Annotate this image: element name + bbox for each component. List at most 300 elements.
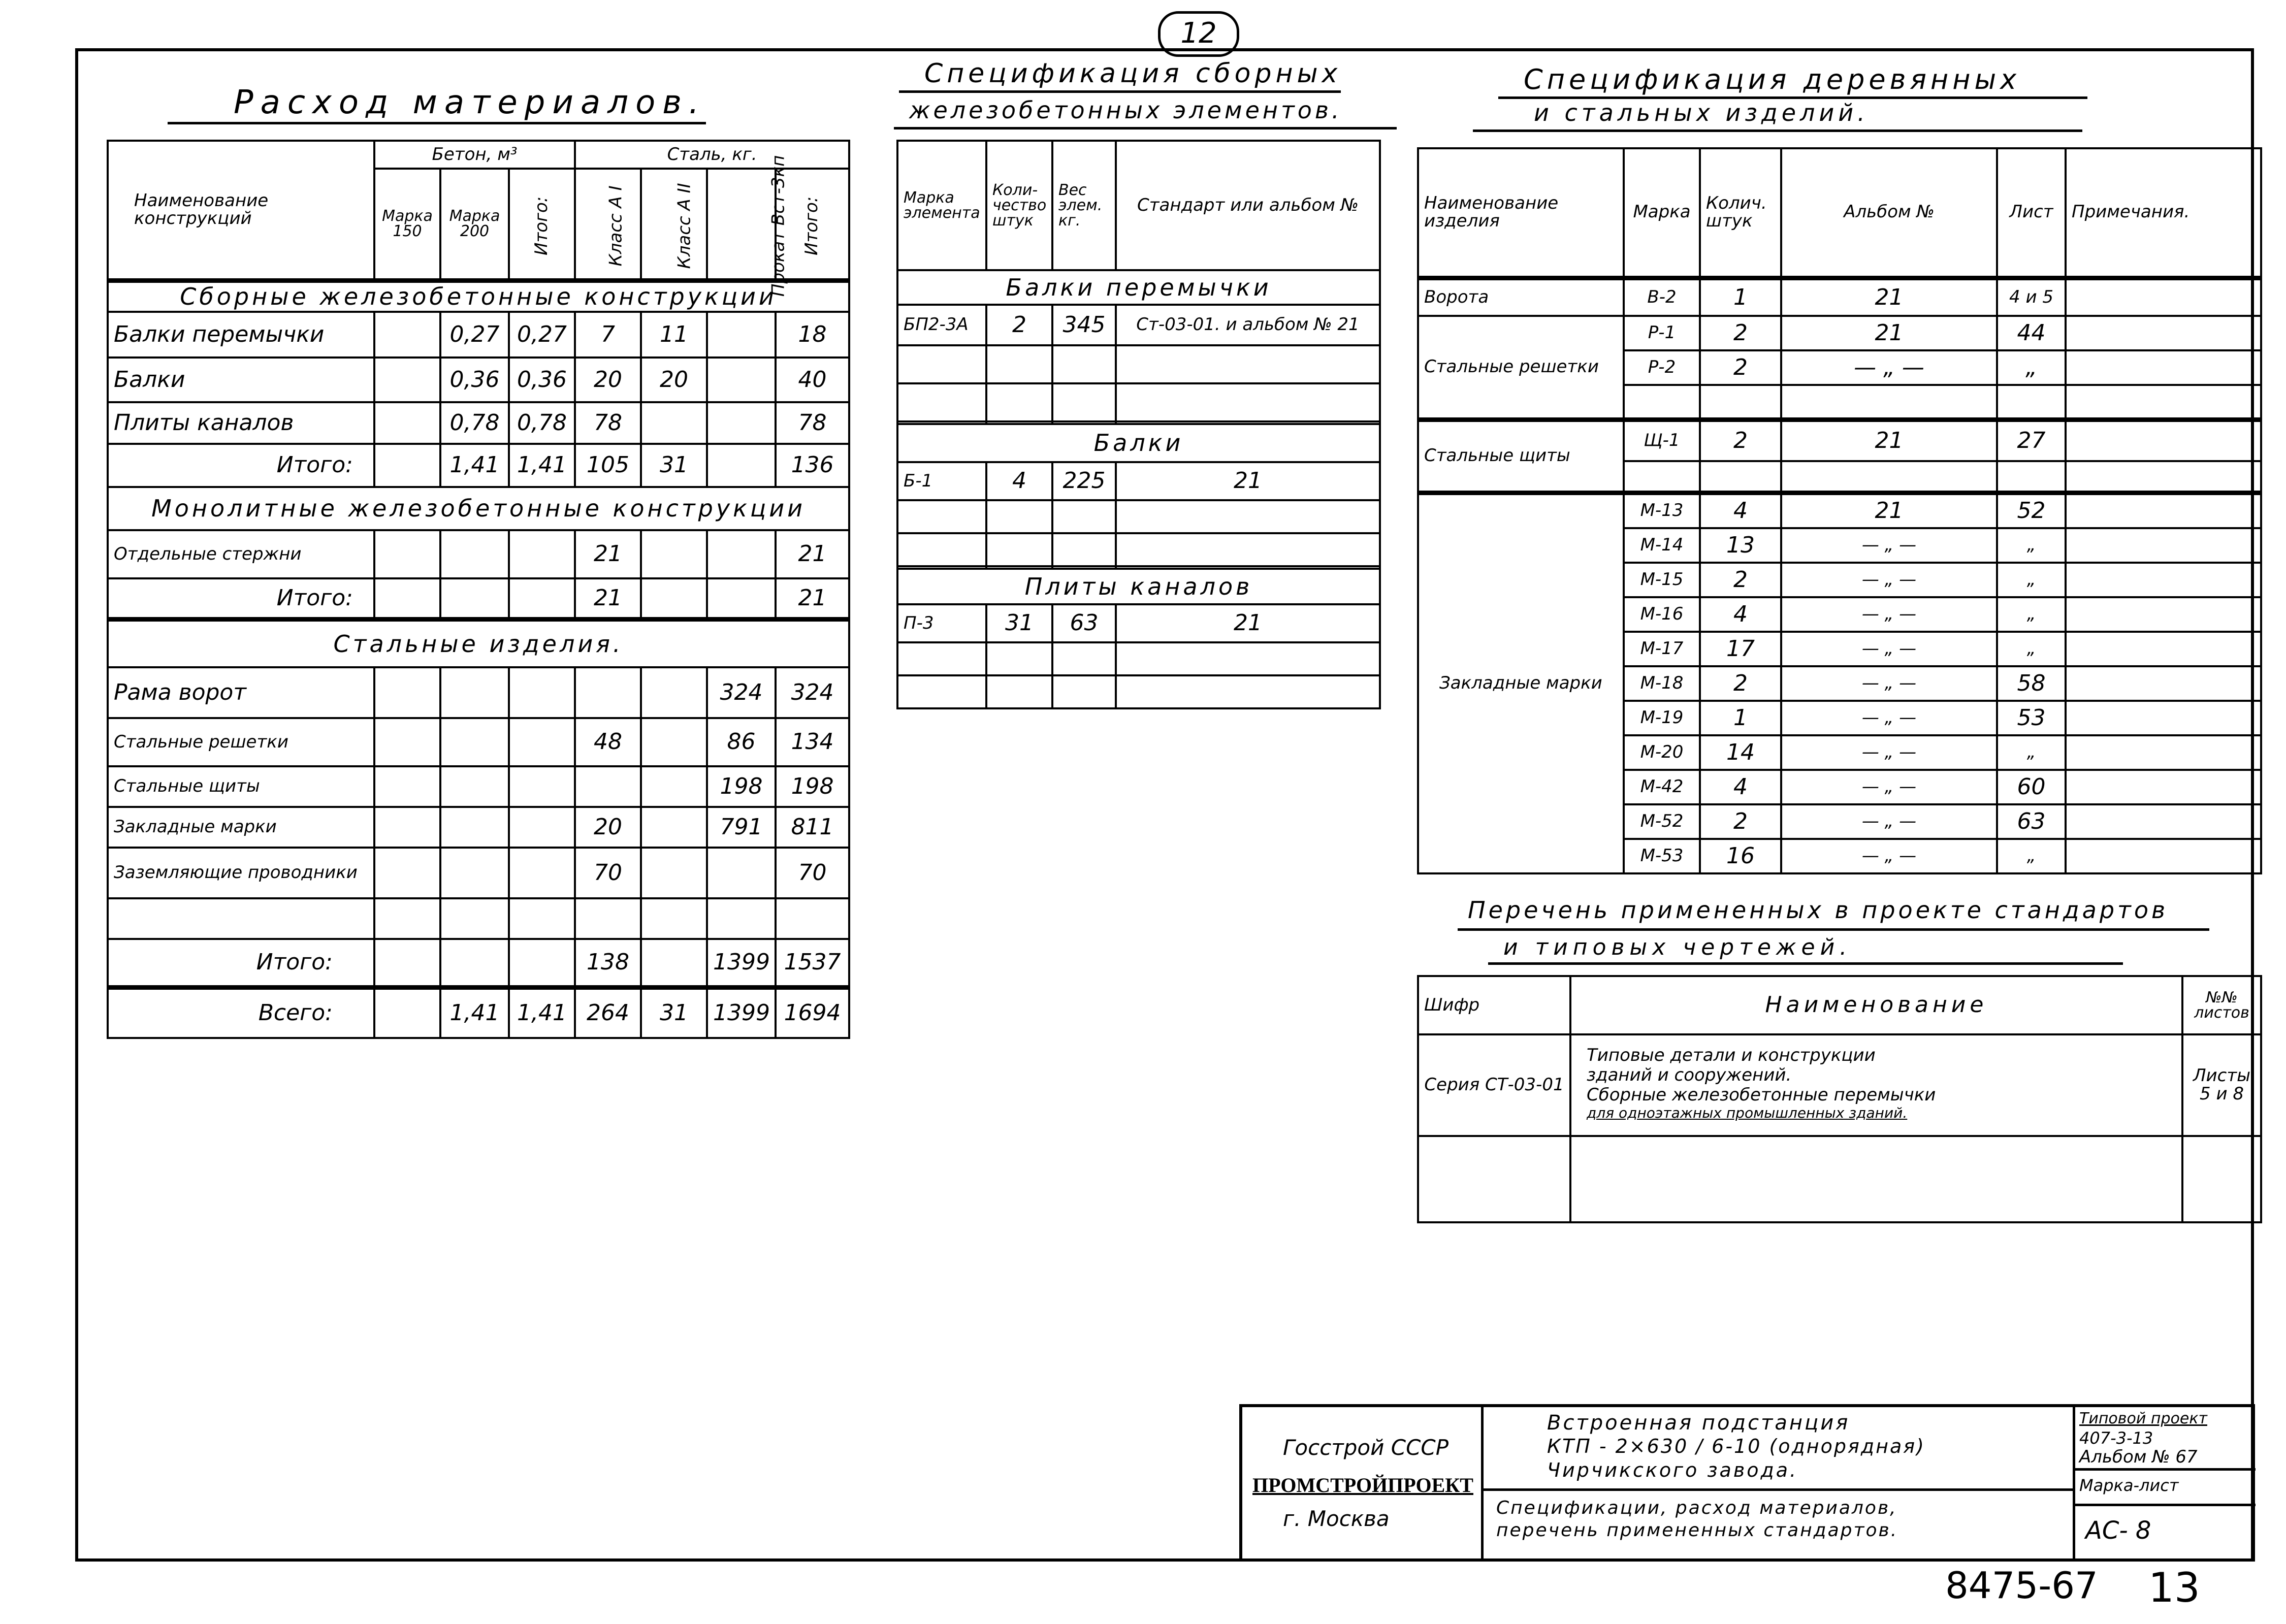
standard-code: Серия СТ-03-01 — [1418, 1034, 1570, 1136]
sheet-title-line-2: перечень примененных стандартов. — [1496, 1520, 1898, 1541]
row-name: Заземляющие проводники — [108, 848, 374, 898]
cell — [509, 807, 575, 848]
org-line-1: Госстрой СССР — [1283, 1435, 1449, 1460]
cell — [2066, 316, 2261, 350]
cell — [374, 848, 440, 898]
cell — [374, 402, 440, 444]
cell — [575, 766, 641, 807]
cell: 1 — [1700, 701, 1781, 735]
cell — [2066, 839, 2261, 873]
cell: 21 — [1781, 316, 1997, 350]
cell: 1537 — [776, 939, 849, 987]
cell: — „ — — [1781, 350, 1997, 385]
cell: 27 — [1997, 419, 2066, 461]
cell — [374, 530, 440, 578]
cell — [1997, 461, 2066, 493]
cell: 14 — [1700, 735, 1781, 770]
cell — [374, 667, 440, 718]
cell — [374, 358, 440, 402]
cell — [2066, 461, 2261, 493]
cell: 2 — [1700, 804, 1781, 839]
precast-title-2: железобетонных элементов. — [909, 96, 1342, 124]
cell: 63 — [1052, 604, 1116, 642]
cell — [897, 345, 986, 383]
col-steel-a2: Класс A II — [641, 169, 707, 280]
cell: 78 — [575, 402, 641, 444]
cell — [509, 530, 575, 578]
cell — [1116, 383, 1380, 421]
cell: 21 — [1116, 604, 1380, 642]
cell: 63 — [1997, 804, 2066, 839]
cell — [575, 667, 641, 718]
cell: М-53 — [1624, 839, 1700, 873]
cell: 60 — [1997, 770, 2066, 804]
cell — [641, 898, 707, 939]
cell — [1116, 500, 1380, 533]
cell: 0,27 — [509, 312, 575, 358]
cell: 345 — [1052, 305, 1116, 345]
cell: 105 — [575, 444, 641, 487]
cell — [2066, 770, 2261, 804]
group-title: Балки — [897, 424, 1380, 462]
row-name: Балки — [108, 358, 374, 402]
cell: М-15 — [1624, 563, 1700, 597]
cell: В-2 — [1624, 278, 1700, 316]
col-standard: Стандарт или альбом № — [1116, 141, 1380, 270]
footer-page-number: 13 — [2148, 1564, 2200, 1611]
cell: 2 — [1700, 419, 1781, 461]
cell — [641, 530, 707, 578]
standard-name-line: для одноэтажных промышленных зданий. — [1587, 1105, 1908, 1122]
cell — [776, 898, 849, 939]
cell: 1399 — [707, 939, 776, 987]
cell — [1570, 1136, 2182, 1222]
cell: 791 — [707, 807, 776, 848]
row-name: Стальные решетки — [108, 718, 374, 766]
cell — [1997, 385, 2066, 419]
cell — [641, 848, 707, 898]
cell — [1052, 675, 1116, 708]
cell: „ — [1997, 839, 2066, 873]
cell — [1700, 385, 1781, 419]
project-line-2: КТП - 2×630 / 6-10 (однорядная) — [1547, 1435, 1925, 1457]
cell: — „ — — [1781, 770, 1997, 804]
cell — [374, 807, 440, 848]
cell — [1116, 642, 1380, 675]
row-name: Итого: — [108, 578, 374, 619]
cell: 7 — [575, 312, 641, 358]
cell — [374, 312, 440, 358]
cell: 136 — [776, 444, 849, 487]
col-concrete-200: Марка 200 — [440, 169, 509, 280]
cell — [374, 578, 440, 619]
cell: 21 — [1781, 278, 1997, 316]
row-name: Отдельные стержни — [108, 530, 374, 578]
cell — [509, 939, 575, 987]
cell: 0,78 — [440, 402, 509, 444]
cell — [986, 383, 1052, 421]
cell — [986, 675, 1052, 708]
cell: Р-2 — [1624, 350, 1700, 385]
materials-header-name: Наименование конструкций — [108, 141, 374, 280]
cell — [1052, 642, 1116, 675]
cell: 20 — [641, 358, 707, 402]
cell: 21 — [1116, 462, 1380, 500]
cell: 198 — [776, 766, 849, 807]
precast-spec-table — [896, 140, 1381, 709]
cell: 264 — [575, 987, 641, 1038]
cell — [1624, 461, 1700, 493]
cell — [2066, 563, 2261, 597]
cell — [897, 533, 986, 566]
cell: „ — [1997, 563, 2066, 597]
cell — [440, 530, 509, 578]
cell — [986, 500, 1052, 533]
cell — [1624, 385, 1700, 419]
cell — [2066, 350, 2261, 385]
cell — [986, 533, 1052, 566]
precast-title-1: Спецификация сборных — [924, 58, 1342, 89]
title-block — [1239, 1404, 2255, 1562]
col-album: Альбом № — [1781, 148, 1997, 278]
cell: 21 — [575, 578, 641, 619]
cell — [509, 718, 575, 766]
grand-total-label: Всего: — [108, 987, 374, 1038]
cell — [641, 667, 707, 718]
cell: 324 — [776, 667, 849, 718]
cell: М-42 — [1624, 770, 1700, 804]
cell — [1116, 533, 1380, 566]
cell: 1399 — [707, 987, 776, 1038]
group-name: Ворота — [1418, 278, 1624, 316]
cell — [509, 578, 575, 619]
cell — [1052, 533, 1116, 566]
col-qty: Колич. штук — [1700, 148, 1781, 278]
cell — [897, 383, 986, 421]
row-name: Итого: — [108, 939, 374, 987]
cell: 138 — [575, 939, 641, 987]
cell: „ — [1997, 528, 2066, 563]
col-concrete-total: Итого: — [509, 169, 575, 280]
cell — [2066, 666, 2261, 701]
cell — [2066, 701, 2261, 735]
archive-number: 8475-67 — [1945, 1564, 2098, 1607]
group-name: Стальные решетки — [1418, 316, 1624, 419]
standard-name-line: зданий и сооружений. — [1587, 1065, 1792, 1086]
cell — [641, 402, 707, 444]
cell: П-3 — [897, 604, 986, 642]
cell: БП2-3А — [897, 305, 986, 345]
row-name: Итого: — [108, 444, 374, 487]
cell — [1052, 500, 1116, 533]
row-name: Закладные марки — [108, 807, 374, 848]
cell: 53 — [1997, 701, 2066, 735]
cell — [440, 718, 509, 766]
col-note: Примечания. — [2066, 148, 2261, 278]
cell — [374, 766, 440, 807]
cell: М-18 — [1624, 666, 1700, 701]
cell: 2 — [1700, 350, 1781, 385]
cell: — „ — — [1781, 804, 1997, 839]
cell: — „ — — [1781, 839, 1997, 873]
project-line-1: Встроенная подстанция — [1547, 1411, 1850, 1435]
standards-table — [1417, 975, 2262, 1223]
cell — [897, 675, 986, 708]
org-line-3: г. Москва — [1283, 1506, 1390, 1531]
col-name: Наименование — [1570, 976, 2182, 1034]
cell: — „ — — [1781, 701, 1997, 735]
cell: 4 и 5 — [1997, 278, 2066, 316]
group-name: Закладные марки — [1418, 493, 1624, 873]
cell — [374, 939, 440, 987]
cell — [374, 718, 440, 766]
cell — [440, 766, 509, 807]
cell: 21 — [776, 530, 849, 578]
cell — [1700, 461, 1781, 493]
steel-group-header: Сталь, кг. — [575, 141, 849, 169]
cell: 58 — [1997, 666, 2066, 701]
cell — [707, 312, 776, 358]
page-number: 12 — [1158, 11, 1239, 57]
cell — [440, 578, 509, 619]
cell: — „ — — [1781, 632, 1997, 666]
group-title: Плиты каналов — [897, 569, 1380, 604]
cell: 2 — [1700, 666, 1781, 701]
cell: — „ — — [1781, 597, 1997, 632]
cell: 52 — [1997, 493, 2066, 528]
cell: 20 — [575, 358, 641, 402]
cell: 0,27 — [440, 312, 509, 358]
mark-sheet-label: Марка-лист — [2079, 1476, 2179, 1495]
cell — [897, 500, 986, 533]
cell — [509, 766, 575, 807]
cell: 225 — [1052, 462, 1116, 500]
cell — [509, 667, 575, 718]
cell: 31 — [641, 987, 707, 1038]
row-name: Рама ворот — [108, 667, 374, 718]
row-name — [108, 898, 374, 939]
cell — [2066, 735, 2261, 770]
cell — [2066, 278, 2261, 316]
cell — [1418, 1136, 1570, 1222]
cell: 13 — [1700, 528, 1781, 563]
cell — [509, 898, 575, 939]
cell: „ — [1997, 632, 2066, 666]
cell: М-14 — [1624, 528, 1700, 563]
cell: 4 — [1700, 493, 1781, 528]
cell: 70 — [776, 848, 849, 898]
album-number: Альбом № 67 — [2079, 1447, 2198, 1467]
cell: Б-1 — [897, 462, 986, 500]
sheet-title-line-1: Спецификации, расход материалов, — [1496, 1498, 1897, 1518]
cell — [509, 848, 575, 898]
cell — [707, 358, 776, 402]
cell: 86 — [707, 718, 776, 766]
typical-project-code: 407-3-13 — [2079, 1428, 2153, 1448]
cell — [641, 718, 707, 766]
row-name: Плиты каналов — [108, 402, 374, 444]
cell — [374, 898, 440, 939]
cell: 20 — [575, 807, 641, 848]
cell: 1 — [1700, 278, 1781, 316]
cell: Щ-1 — [1624, 419, 1700, 461]
cell: — „ — — [1781, 563, 1997, 597]
cell: 1694 — [776, 987, 849, 1038]
cell: М-52 — [1624, 804, 1700, 839]
cell: 16 — [1700, 839, 1781, 873]
col-qty: Коли-чество штук — [986, 141, 1052, 270]
col-steel-total: Итого: — [776, 169, 849, 280]
cell — [1052, 383, 1116, 421]
cell: 0,78 — [509, 402, 575, 444]
row-name: Стальные щиты — [108, 766, 374, 807]
cell — [1116, 345, 1380, 383]
cell: 0,36 — [509, 358, 575, 402]
cell: 324 — [707, 667, 776, 718]
cell: — „ — — [1781, 666, 1997, 701]
cell — [1052, 345, 1116, 383]
cell — [440, 667, 509, 718]
cell: 1,41 — [440, 444, 509, 487]
section-title: Стальные изделия. — [108, 619, 849, 667]
col-sheet: Лист — [1997, 148, 2066, 278]
concrete-group-header: Бетон, м³ — [374, 141, 575, 169]
cell: М-19 — [1624, 701, 1700, 735]
cell — [440, 807, 509, 848]
col-sheets: №№ листов — [2182, 976, 2261, 1034]
section-title: Монолитные железобетонные конструкции — [108, 487, 849, 530]
cell: М-13 — [1624, 493, 1700, 528]
cell — [986, 345, 1052, 383]
cell — [707, 402, 776, 444]
cell — [2182, 1136, 2261, 1222]
cell: 4 — [1700, 770, 1781, 804]
materials-table — [107, 140, 850, 1039]
standard-name-line: Сборные железобетонные перемычки — [1587, 1085, 1936, 1106]
cell: 2 — [1700, 563, 1781, 597]
cell — [2066, 419, 2261, 461]
cell: 1,41 — [509, 444, 575, 487]
wood-steel-title-2: и стальных изделий. — [1534, 99, 1869, 126]
cell — [707, 848, 776, 898]
col-steel-a1: Класс A I — [575, 169, 641, 280]
cell — [707, 898, 776, 939]
cell — [1781, 461, 1997, 493]
cell: М-16 — [1624, 597, 1700, 632]
cell — [2066, 385, 2261, 419]
cell — [374, 444, 440, 487]
cell — [2066, 493, 2261, 528]
col-mark: Марка элемента — [897, 141, 986, 270]
cell — [2066, 528, 2261, 563]
cell — [1116, 675, 1380, 708]
cell: 78 — [776, 402, 849, 444]
cell — [440, 898, 509, 939]
cell: 17 — [1700, 632, 1781, 666]
cell — [641, 578, 707, 619]
cell: 31 — [641, 444, 707, 487]
standards-title-1: Перечень примененных в проекте стандартов — [1468, 896, 2169, 924]
cell — [641, 807, 707, 848]
mark-sheet-value: АС- 8 — [2085, 1516, 2151, 1545]
col-concrete-150: Марка 150 — [374, 169, 440, 280]
cell: 48 — [575, 718, 641, 766]
cell: 4 — [986, 462, 1052, 500]
cell: 18 — [776, 312, 849, 358]
org-logo-text: ПРОМСТРОЙПРОЕКТ — [1252, 1474, 1473, 1497]
cell — [707, 530, 776, 578]
row-name: Балки перемычки — [108, 312, 374, 358]
cell: М-20 — [1624, 735, 1700, 770]
cell — [440, 848, 509, 898]
cell: 1,41 — [440, 987, 509, 1038]
cell: М-17 — [1624, 632, 1700, 666]
cell: 11 — [641, 312, 707, 358]
cell: — „ — — [1781, 528, 1997, 563]
cell: 21 — [1781, 493, 1997, 528]
cell — [2066, 804, 2261, 839]
cell — [641, 939, 707, 987]
standard-sheets: Листы 5 и 8 — [2182, 1034, 2261, 1136]
cell: 31 — [986, 604, 1052, 642]
cell — [1781, 385, 1997, 419]
cell: 70 — [575, 848, 641, 898]
cell: 44 — [1997, 316, 2066, 350]
materials-title: Расход материалов. — [234, 84, 706, 121]
cell: 21 — [575, 530, 641, 578]
cell — [440, 939, 509, 987]
cell: 811 — [776, 807, 849, 848]
typical-project-label: Типовой проект — [2079, 1410, 2207, 1427]
col-mark: Марка — [1624, 148, 1700, 278]
cell: „ — [1997, 735, 2066, 770]
cell: 1,41 — [509, 987, 575, 1038]
section-title: Сборные железобетонные конструкции — [108, 280, 849, 312]
wood-steel-spec-table — [1417, 147, 2262, 874]
cell — [2066, 632, 2261, 666]
cell: 21 — [1781, 419, 1997, 461]
col-steel-prokat: Прокат Вст-3кп — [707, 169, 776, 280]
standards-title-2: и типовых чертежей. — [1503, 934, 1852, 960]
cell: 2 — [1700, 316, 1781, 350]
cell: 4 — [1700, 597, 1781, 632]
cell — [374, 987, 440, 1038]
cell — [986, 642, 1052, 675]
group-name: Стальные щиты — [1418, 419, 1624, 493]
wood-steel-title-1: Спецификация деревянных — [1524, 63, 2021, 95]
cell: — „ — — [1781, 735, 1997, 770]
col-weight: Вес элем. кг. — [1052, 141, 1116, 270]
cell: „ — [1997, 597, 2066, 632]
project-line-3: Чирчикского завода. — [1547, 1459, 1798, 1481]
cell — [707, 444, 776, 487]
cell: 134 — [776, 718, 849, 766]
cell: 198 — [707, 766, 776, 807]
col-name: Наименование изделия — [1418, 148, 1624, 278]
cell — [897, 642, 986, 675]
cell: 40 — [776, 358, 849, 402]
cell: „ — [1997, 350, 2066, 385]
cell: 2 — [986, 305, 1052, 345]
col-code: Шифр — [1418, 976, 1570, 1034]
cell — [575, 898, 641, 939]
cell — [2066, 597, 2261, 632]
standard-name-line: Типовые детали и конструкции — [1587, 1045, 1876, 1065]
cell: Р-1 — [1624, 316, 1700, 350]
cell: 0,36 — [440, 358, 509, 402]
group-title: Балки перемычки — [897, 270, 1380, 305]
cell — [707, 578, 776, 619]
